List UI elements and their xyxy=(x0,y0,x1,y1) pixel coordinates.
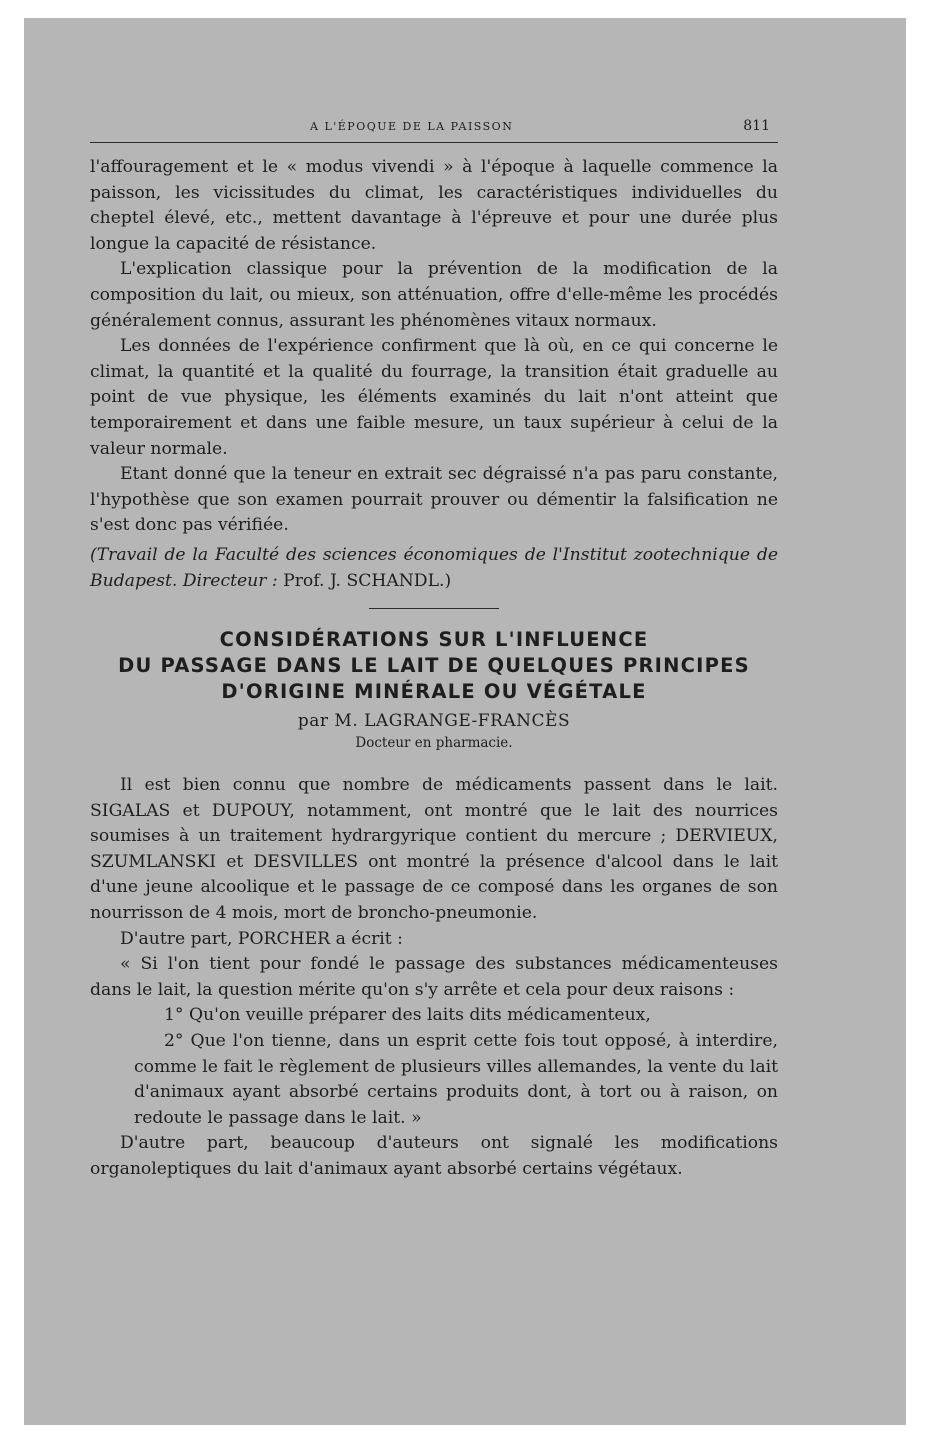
quotation-paragraph: « Si l'on tient pour fondé le passage des substances médicamenteuses dans le lait, la question mérite qu'on s'y arrête et cela pour deux raisons : xyxy=(90,954,778,1000)
article-title-line: D'ORIGINE MINÉRALE OU VÉGÉTALE xyxy=(221,680,647,704)
article-title-line: DU PASSAGE DANS LE LAIT DE QUELQUES PRINCIPES xyxy=(118,654,750,678)
credit-institution: (Travail de la Faculté des sciences économiques de l'Institut zootechnique de Budapest. Directeur : xyxy=(90,544,778,591)
running-title: A L'ÉPOQUE DE LA PAISSON xyxy=(310,120,514,133)
paragraph: D'autre part, beaucoup d'auteurs ont signalé les modifications organoleptiques du lait d'animaux ayant absorbé certains végétaux. xyxy=(90,1133,778,1179)
paragraph: Il est bien connu que nombre de médicaments passent dans le lait. SIGALAS et DUPOUY, notamment, ont montré que le lait des nourrices soumises à un traitement hydrargyrique contient du mercure ; DERVIEUX, SZUMLANSKI et DESVILLES ont montré la présence d'alcool dans le lait d'une jeune alcoolique et le passage de ce composé dans les organes de son nourrisson de 4 mois, mort de broncho-pneumonie. xyxy=(90,775,778,924)
document-page xyxy=(90,118,778,1183)
credit-line xyxy=(90,543,778,594)
paragraph: D'autre part, PORCHER a écrit : xyxy=(120,928,403,949)
page-number: 811 xyxy=(743,118,770,134)
credit-director: Prof. J. SCHANDL.) xyxy=(283,570,452,591)
previous-article-ending xyxy=(90,155,778,594)
article-title xyxy=(90,627,778,705)
author-byline: par M. LAGRANGE-FRANCÈS xyxy=(297,711,571,732)
section-divider xyxy=(369,608,499,609)
paragraph: l'affouragement et le « modus vivendi » à l'époque à laquelle commence la paisson, les vicissitudes du climat, les caractéristiques individuelles du cheptel élevé, etc., mettent davantage à l'épreuve et pour une durée plus longue la capacité de résistance. xyxy=(90,157,778,254)
quotation-item: 2° Que l'on tienne, dans un esprit cette fois tout opposé, à interdire, comme le fait le règlement de plusieurs villes allemandes, la vente du lait d'animaux ayant absorbé certains produits dont, à tort ou à raison, on redoute le passage dans le lait. » xyxy=(134,1031,778,1128)
article-body xyxy=(90,773,778,1183)
paragraph: Les données de l'expérience confirment que là où, en ce qui concerne le climat, la quantité et la qualité du fourrage, la transition était graduelle au point de vue physique, les éléments examinés du lait n'ont atteint que temporairement et dans une faible mesure, un taux supérieur à celui de la valeur normale. xyxy=(90,336,778,459)
article-title-line: CONSIDÉRATIONS SUR L'INFLUENCE xyxy=(219,628,649,652)
quotation-item: 1° Qu'on veuille préparer des laits dits médicamenteux, xyxy=(164,1005,651,1026)
author-affiliation: Docteur en pharmacie. xyxy=(355,735,513,752)
paragraph: L'explication classique pour la prévention de la modification de la composition du lait, ou mieux, son atténuation, offre d'elle-même les procédés généralement connus, assurant les phénomènes vitaux normaux. xyxy=(90,259,778,331)
running-header xyxy=(90,118,778,143)
paragraph: Etant donné que la teneur en extrait sec dégraissé n'a pas paru constante, l'hypothèse que son examen pourrait prouver ou démentir la falsification ne s'est donc pas vérifiée. xyxy=(90,464,778,536)
